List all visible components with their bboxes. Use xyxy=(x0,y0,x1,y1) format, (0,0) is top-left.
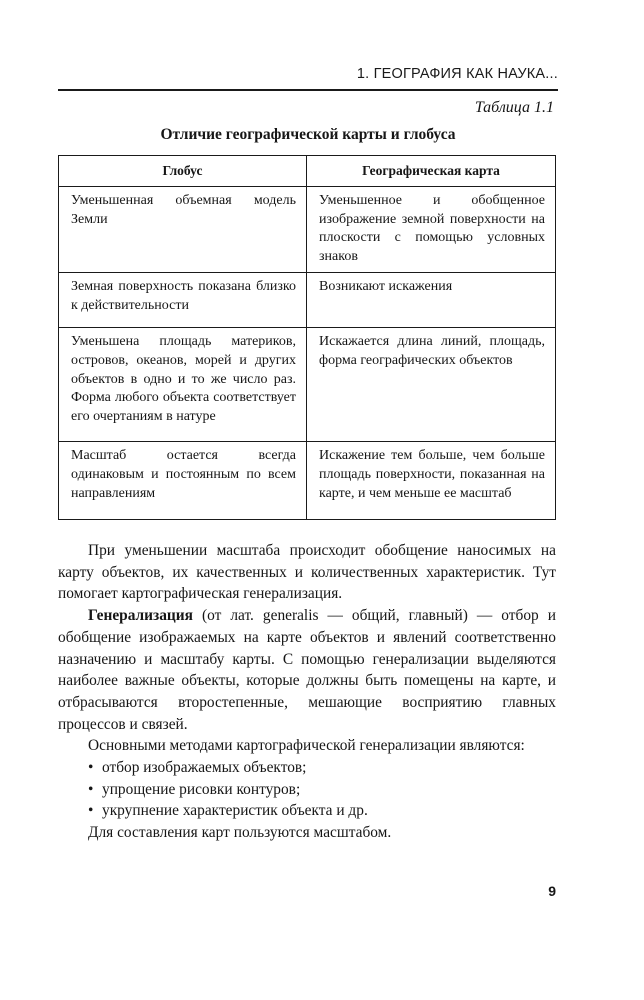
paragraph-scale-generalization: При уменьшении масштаба происходит обобщение наносимых на карту объектов, их качественных и количественных характеристик. Тут помогает картографическая генерализация. xyxy=(58,542,556,603)
definition-text: (от лат. generalis — общий, главный) — отбор и обобщение изображаемых на карте объектов и явлений соответственно назначению и масштабу карты. С помощью генерализации выделяются наиболее важные объекты, которые должны быть помещены на карте, и отбрасываются второстепенные, мешающие восприятию главных процессов и связей. xyxy=(58,607,556,733)
body-text xyxy=(58,540,556,844)
cell-text: Уменьшенное и обобщенное изображение земной поверхности на плоскости с помощью условных знаков xyxy=(319,193,545,264)
table-cell-globe xyxy=(59,273,307,328)
list-item: • укрупнение характеристик объекта и др. xyxy=(88,800,556,822)
cell-text: Уменьшенная объемная модель Земли xyxy=(71,193,296,227)
table-cell-globe xyxy=(59,187,307,273)
header-rule xyxy=(58,89,558,91)
paragraph-methods-intro: Основными методами картографической генерализации являются: xyxy=(88,737,525,755)
table-cell-map xyxy=(307,328,556,442)
table-cell-map xyxy=(307,273,556,328)
list-item: • отбор изображаемых объектов; xyxy=(88,757,556,779)
running-head: 1. ГЕОГРАФИЯ КАК НАУКА... xyxy=(356,66,558,82)
cell-text: Искажается длина линий, площадь, форма географических объектов xyxy=(319,334,545,368)
table-header-map: Географическая карта xyxy=(307,156,556,187)
methods-list xyxy=(58,757,556,822)
table-number: Таблица 1.1 xyxy=(474,99,554,116)
table-cell-globe xyxy=(59,328,307,442)
cell-text: Земная поверхность показана близко к действительности xyxy=(71,279,296,313)
comparison-table xyxy=(58,155,556,520)
cell-text: Возникают искажения xyxy=(319,279,453,295)
list-item: • упрощение рисовки контуров; xyxy=(88,779,556,801)
table-row xyxy=(59,328,556,442)
table-header-row xyxy=(59,156,556,187)
table-cell-globe xyxy=(59,442,307,520)
table-cell-map xyxy=(307,442,556,520)
cell-text: Уменьшена площадь материков, островов, океанов, морей и других объектов в одно и то же число раз. Форма любого объекта соответствует его очертаниям в натуре xyxy=(71,334,296,424)
paragraph-generalization-definition xyxy=(58,605,556,735)
cell-text: Масштаб остается всегда одинаковым и постоянным по всем направлениям xyxy=(71,448,296,501)
paragraph-scale-usage: Для составления карт пользуются масштабом. xyxy=(88,824,392,842)
table-cell-map xyxy=(307,187,556,273)
table-row xyxy=(59,273,556,328)
table-row xyxy=(59,442,556,520)
table-header-globe: Глобус xyxy=(59,156,307,187)
cell-text: Искажение тем больше, чем больше площадь поверхности, показанная на карте, и чем меньше ее масштаб xyxy=(319,448,545,501)
table-row xyxy=(59,187,556,273)
page-number: 9 xyxy=(548,883,556,899)
term-generalization: Генерализация xyxy=(88,607,193,625)
table-caption: Отличие географической карты и глобуса xyxy=(160,126,456,143)
